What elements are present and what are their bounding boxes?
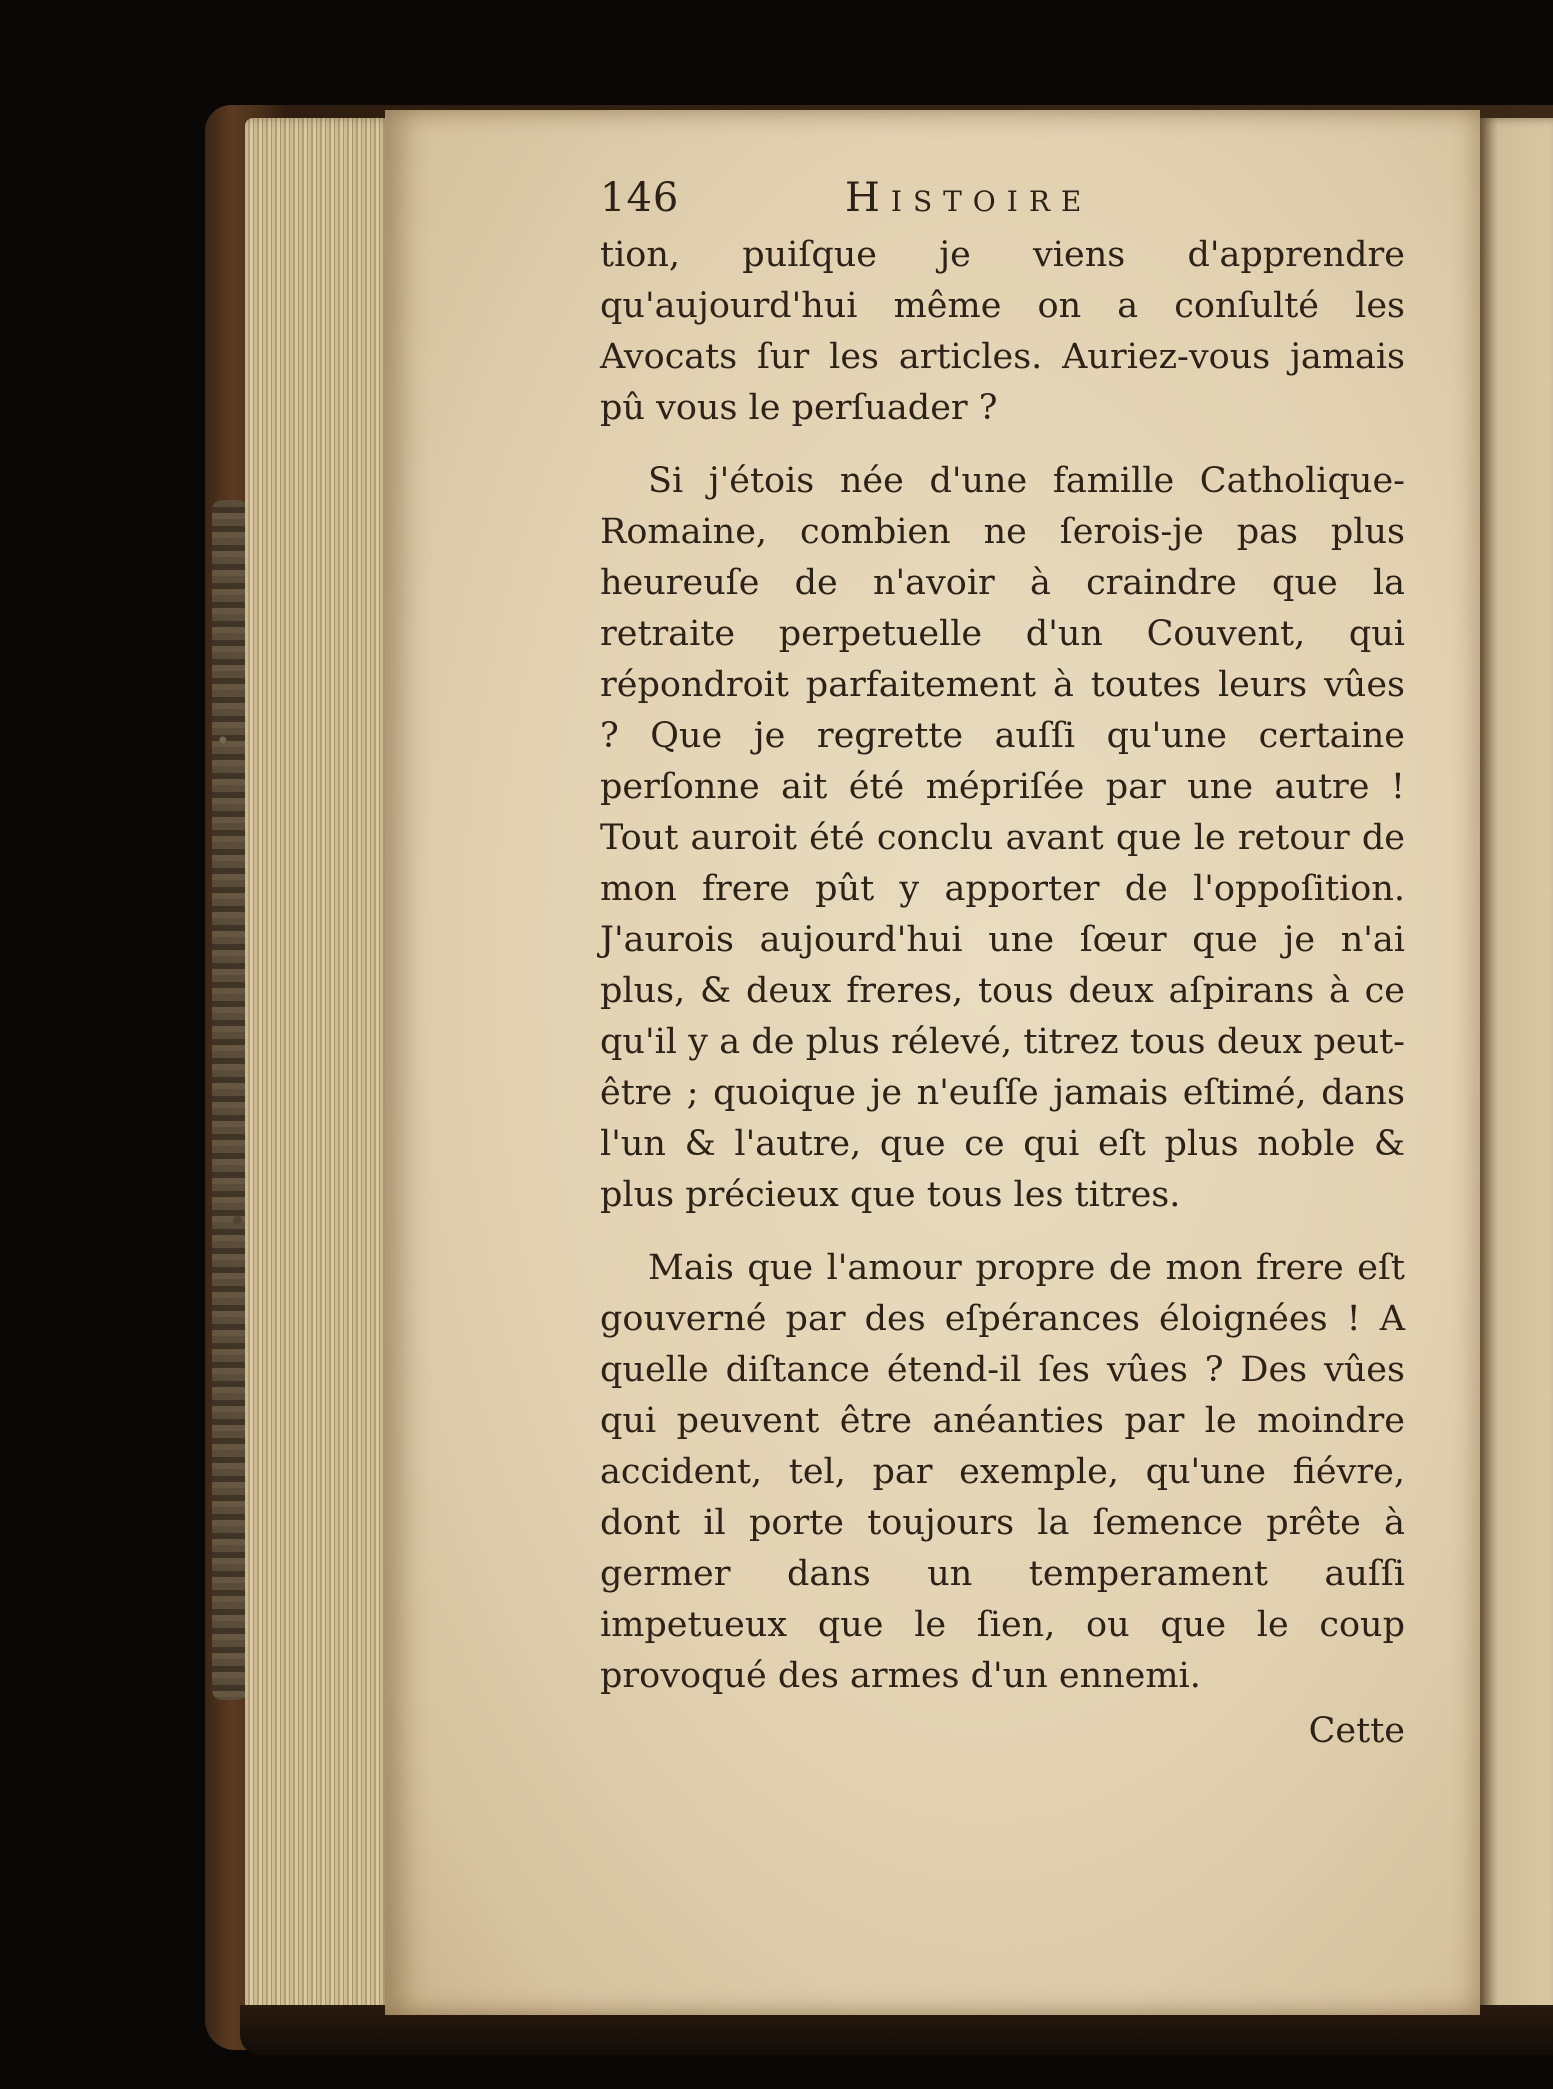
page-number: 146 [600,175,680,221]
facing-page-edge [1480,118,1553,2018]
paragraph-1: tion, puiſque je viens d'apprendre qu'aujourd'hui même on a conſulté les Avocats ſur les articles. Auriez-vous jamais pû vous le perſuader ? [600,235,1405,428]
page-text-block [600,175,1405,1757]
page-header [600,175,1405,230]
catchword: Cette [1308,1711,1405,1751]
page-edges [245,118,395,2018]
paragraph-3: Mais que l'amour propre de mon frere eſt gouverné par des eſpérances éloignées ! A quelle diſtance étend-il ſes vûes ? Des vûes qui peuvent être anéanties par le moindre accident, tel, par exemple, qu'une fiévre, dont il porte toujours la ſemence prête à germer dans un temperament auſſi impetueux que le ſien, ou que le coup provoqué des armes d'un ennemi. [600,1248,1405,1696]
marbled-cover-edge [212,500,248,1700]
running-head: Histoire [845,175,1093,221]
paragraph-2: Si j'étois née d'une famille Catholique-Romaine, combien ne ſerois-je pas plus heureuſe de n'avoir à craindre que la retraite perpetuelle d'un Couvent, qui répondroit parfaitement à toutes leurs vûes ? Que je regrette auſſi qu'une certaine perſonne ait été mépriſée par une autre ! Tout auroit été conclu avant que le retour de mon frere pût y apporter de l'oppoſition. J'aurois aujourd'hui une ſœur que je n'ai plus, & deux freres, tous deux aſpirans à ce qu'il y a de plus rélevé, titrez tous deux peut-être ; quoique je n'euſſe jamais eſtimé, dans l'un & l'autre, que ce qui eſt plus noble & plus précieux que tous les titres. [600,461,1405,1215]
